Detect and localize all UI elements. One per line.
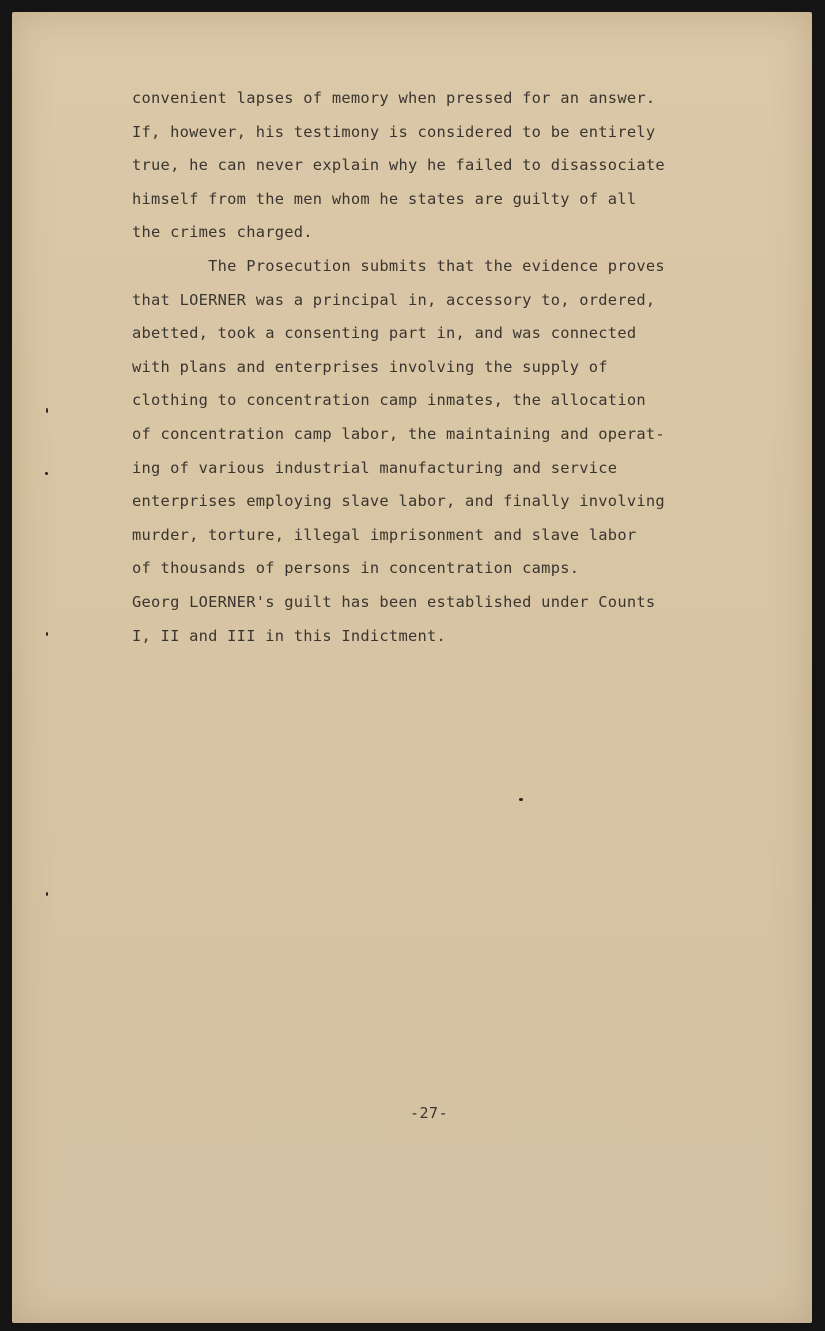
text-line: The Prosecution submits that the evidence proves	[132, 256, 665, 275]
text-line: Georg LOERNER's guilt has been established under Counts	[132, 592, 656, 611]
ink-speck	[46, 892, 48, 896]
text-line: with plans and enterprises involving the supply of	[132, 357, 608, 376]
ink-speck	[45, 472, 48, 475]
text-line: abetted, took a consenting part in, and was connected	[132, 324, 637, 343]
paper-sheet	[12, 12, 812, 1323]
text-line: himself from the men whom he states are guilty of all	[132, 189, 637, 208]
text-line: clothing to concentration camp inmates, the allocation	[132, 391, 646, 410]
document-body	[132, 82, 732, 653]
text-line: convenient lapses of memory when pressed for an answer.	[132, 89, 656, 107]
text-line: of concentration camp labor, the maintaining and operat-	[132, 424, 665, 443]
text-line: the crimes charged.	[132, 223, 313, 242]
text-line: that LOERNER was a principal in, accessory to, ordered,	[132, 290, 656, 309]
text-line: murder, torture, illegal imprisonment and slave labor	[132, 525, 637, 544]
ink-speck	[46, 632, 48, 636]
text-line: enterprises employing slave labor, and finally involving	[132, 492, 665, 511]
text-line: If, however, his testimony is considered to be entirely	[132, 122, 656, 141]
ink-speck	[519, 798, 523, 801]
text-line: of thousands of persons in concentration camps.	[132, 559, 580, 578]
text-line: ing of various industrial manufacturing and service	[132, 458, 618, 477]
ink-speck	[46, 408, 48, 413]
page-number: -27-	[410, 1104, 449, 1122]
text-line: I, II and III in this Indictment.	[132, 626, 447, 645]
text-line: true, he can never explain why he failed to disassociate	[132, 156, 665, 175]
